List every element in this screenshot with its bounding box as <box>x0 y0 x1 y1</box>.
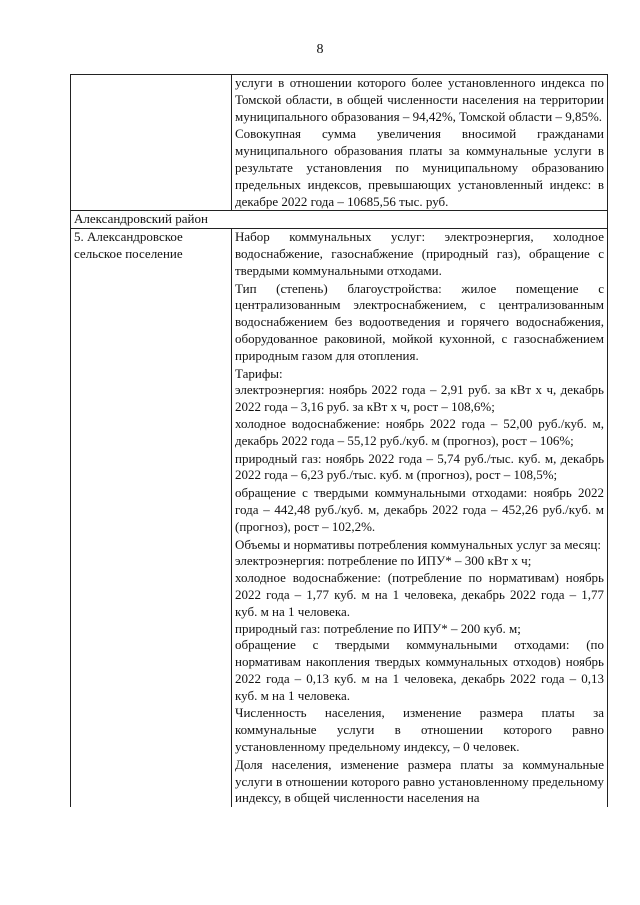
row1-label-cell <box>71 75 232 211</box>
row1-content-cell <box>232 75 608 211</box>
paragraph: Набор коммунальных услуг: электроэнергия, холодное водоснабжение, газоснабжение (природный газ), обращение с твердыми коммунальными отходами. <box>235 229 604 278</box>
table-row <box>71 75 608 211</box>
paragraph: природный газ: ноябрь 2022 года – 5,74 руб./тыс. куб. м, декабрь 2022 года – 6,23 руб./тыс. куб. м (прогноз), рост – 108,5%; <box>235 450 604 483</box>
district-header: Александровский район <box>71 211 608 229</box>
paragraph: электроэнергия: ноябрь 2022 года – 2,91 руб. за кВт х ч, декабрь 2022 года – 3,16 руб. за кВт х ч, рост – 108,6%; <box>235 382 604 415</box>
row3-content-cell <box>232 229 608 808</box>
paragraph: холодное водоснабжение: ноябрь 2022 года – 52,00 руб./куб. м, декабрь 2022 года – 55,12 руб./куб. м (прогноз), рост – 106%; <box>235 415 604 448</box>
paragraph: обращение с твердыми коммунальными отходами: (по нормативам накопления твердых коммунальных отходов) ноябрь 2022 года – 0,13 куб. м на 1 человека, декабрь 2022 года – 0,13 куб. м на 1 человека. <box>235 637 604 703</box>
paragraph: природный газ: потребление по ИПУ* – 200 куб. м; <box>235 620 521 636</box>
settlement-name: 5. Александровское сельское поселение <box>74 229 183 261</box>
paragraph: Совокупная сумма увеличения вносимой гражданами муниципального образования платы за коммунальные услуги в результате установления по муниципальному образованию предельных индексов, превышающих установленный индекс: в декабре 2022 года – 10685,56 тыс. руб. <box>235 126 604 209</box>
indices-table <box>70 74 608 807</box>
paragraph: Доля населения, изменение размера платы за коммунальные услуги в отношении которого равно установленному предельному индексу, в общей численности населения на <box>235 756 604 806</box>
paragraph: Тип (степень) благоустройства: жилое помещение с централизованным электроснабжением, с централизованным водоснабжением без водоотведения и горячего водоснабжения, оборудованное раковиной, мойкой кухонной, с газоснабжением природным газом для отопления. <box>235 280 604 363</box>
page-number: 8 <box>316 42 324 57</box>
row3-label-cell <box>71 229 232 808</box>
paragraph: холодное водоснабжение: (потребление по нормативам) ноябрь 2022 года – 1,77 куб. м на 1 человека, декабрь 2022 года – 1,77 куб. м на 1 человека. <box>235 570 604 619</box>
paragraph: услуги в отношении которого более установленного индекса по Томской области, в общей численности населения на территории муниципального образования – 94,42%, Томской области – 9,85%. <box>235 75 604 124</box>
table-row <box>71 229 608 808</box>
table-row <box>71 211 608 229</box>
paragraph: Объемы и нормативы потребления коммунальных услуг за месяц: <box>235 536 601 552</box>
paragraph: электроэнергия: потребление по ИПУ* – 300 кВт х ч; <box>235 553 532 569</box>
paragraph: Тарифы: <box>235 365 283 381</box>
paragraph: обращение с твердыми коммунальными отходами: ноябрь 2022 года – 442,48 руб./куб. м, декабрь 2022 года – 452,26 руб./куб. м (прогноз), рост – 102,2%. <box>235 485 604 534</box>
paragraph: Численность населения, изменение размера платы за коммунальные услуги в отношении которого равно установленному предельному индексу, – 0 человек. <box>235 705 604 755</box>
